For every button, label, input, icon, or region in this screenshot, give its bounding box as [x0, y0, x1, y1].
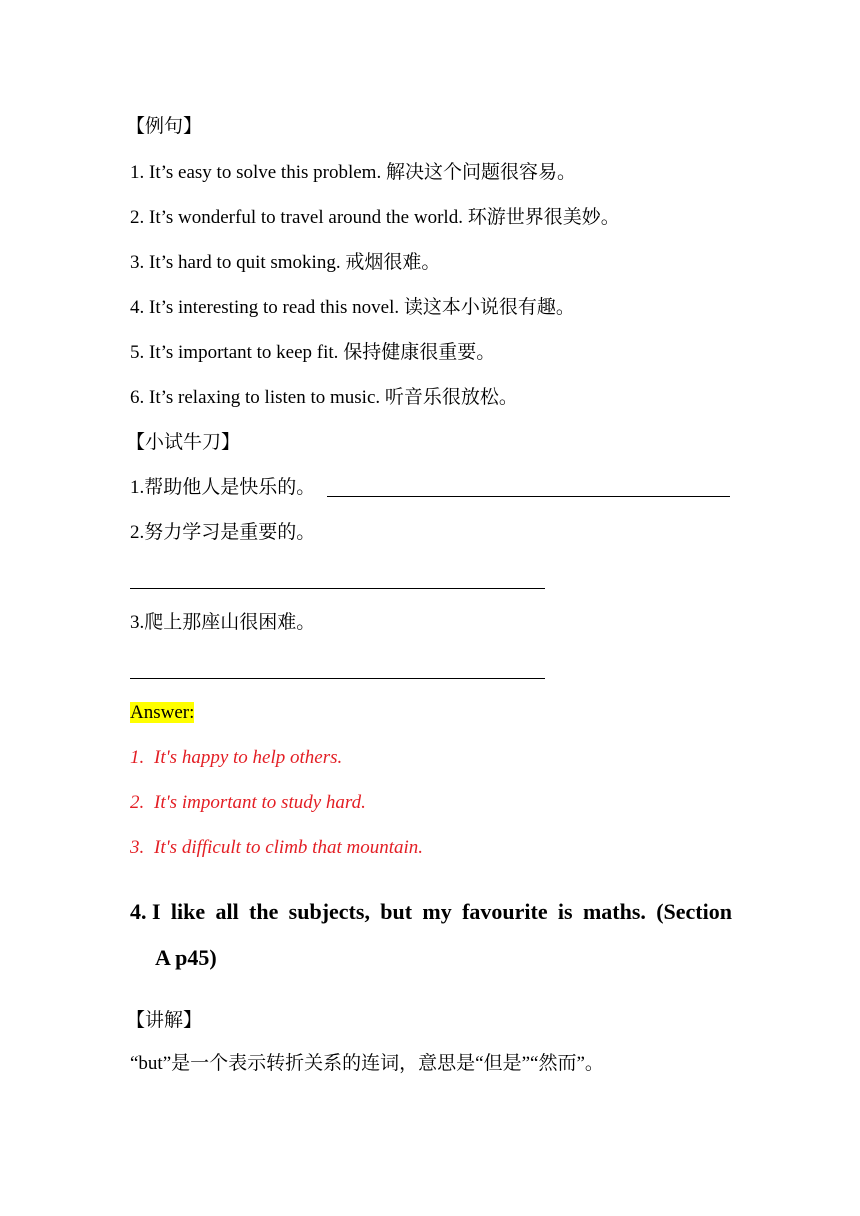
example-zh: 保持健康很重要。 — [343, 342, 496, 363]
heading-word: favourite — [462, 899, 548, 924]
example-sentence-6 — [130, 386, 518, 410]
answer-label: Answer: — [130, 702, 195, 723]
explain-section-tag: 【讲解】 — [126, 1010, 203, 1031]
answer-text: It's difficult to climb that mountain. — [154, 837, 423, 858]
answer-blank-line-3[interactable] — [130, 678, 545, 679]
example-zh: 环游世界很美妙。 — [467, 207, 620, 228]
point-4-heading — [130, 889, 732, 981]
example-en: 4. It’s interesting to read this novel. — [130, 297, 400, 318]
example-sentence-3 — [130, 251, 440, 275]
heading-word: all — [215, 899, 239, 924]
practice-prompt: 1.帮助他人是快乐的。 — [130, 477, 316, 498]
practice-item-3 — [130, 611, 315, 635]
practice-section-tag: 【小试牛刀】 — [126, 432, 241, 453]
practice-item-1 — [130, 476, 315, 500]
practice-item-2 — [130, 521, 315, 545]
heading-word: maths. — [582, 899, 646, 924]
answer-item-2 — [130, 791, 366, 815]
heading-word: (Section — [656, 899, 732, 924]
example-zh: 解决这个问题很容易。 — [385, 162, 576, 183]
example-en: 3. It’s hard to quit smoking. — [130, 252, 341, 273]
heading-word: but — [380, 899, 413, 924]
heading-word: my — [422, 899, 452, 924]
point-4-heading-line-2: A p45) — [155, 945, 217, 970]
explain-text: “but”是一个表示转折关系的连词，意思是“但是”“然而”。 — [130, 1053, 604, 1074]
practice-prompt: 2.努力学习是重要的。 — [130, 522, 316, 543]
example-en: 2. It’s wonderful to travel around the world. — [130, 207, 463, 228]
example-zh: 戒烟很难。 — [345, 252, 441, 273]
answer-number: 2. — [130, 792, 145, 813]
example-en: 6. It’s relaxing to listen to music. — [130, 387, 381, 408]
answer-item-3 — [130, 836, 423, 860]
answer-number: 1. — [130, 747, 145, 768]
example-en: 1. It’s easy to solve this problem. — [130, 162, 382, 183]
practice-prompt: 3.爬上那座山很困难。 — [130, 612, 316, 633]
example-section-tag: 【例句】 — [126, 116, 203, 137]
heading-word: is — [557, 899, 573, 924]
heading-word: like — [170, 899, 206, 924]
example-sentence-4 — [130, 296, 575, 320]
answer-text: It's important to study hard. — [154, 792, 366, 813]
answer-blank-line-2[interactable] — [130, 588, 545, 589]
example-en: 5. It’s important to keep fit. — [130, 342, 339, 363]
heading-word: 4. I — [130, 899, 161, 924]
example-sentence-5 — [130, 341, 495, 365]
example-sentence-1 — [130, 161, 576, 185]
example-zh: 读这本小说很有趣。 — [403, 297, 575, 318]
answer-block — [130, 701, 194, 725]
heading-word: the — [249, 899, 279, 924]
heading-word: subjects, — [288, 899, 370, 924]
answer-item-1 — [130, 746, 342, 770]
example-zh: 听音乐很放松。 — [384, 387, 518, 408]
answer-blank-line-1[interactable] — [327, 496, 730, 497]
answer-number: 3. — [130, 837, 145, 858]
point-4-heading-line-1 — [130, 889, 732, 935]
example-sentence-2 — [130, 206, 620, 230]
answer-text: It's happy to help others. — [154, 747, 343, 768]
